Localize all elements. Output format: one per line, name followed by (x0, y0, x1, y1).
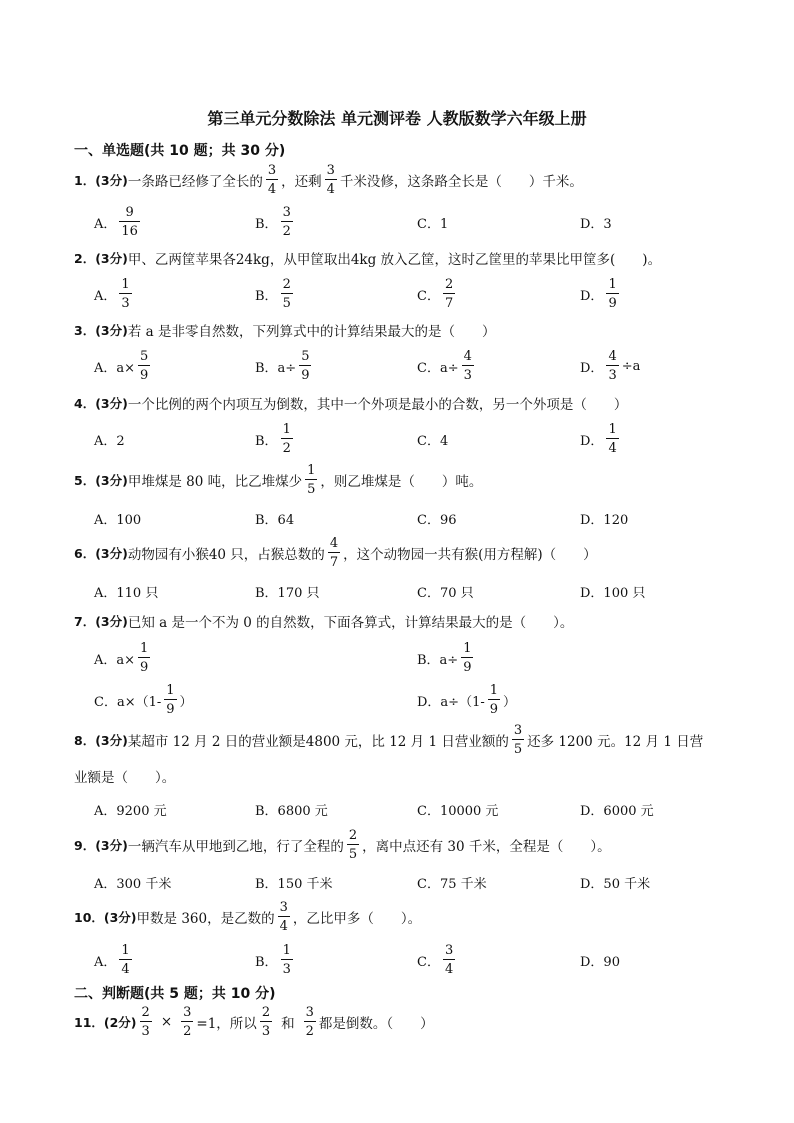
question-text: 动物园有小猴40 只，占猴总数的 (127, 547, 325, 563)
question-text: 甲、乙两筐苹果各24kg，从甲筐取出4kg 放入乙筐，这时乙筐里的苹果比甲筐多( )。 (127, 252, 662, 268)
option-b: B． $\frac{3}{2}$ (255, 205, 291, 239)
option-d: D．3 (580, 216, 612, 232)
fraction: $\frac{2}{7}$ (444, 277, 454, 311)
option-b: B． $\frac{1}{3}$ (255, 943, 291, 977)
option-b: B．a÷ $\frac{5}{9}$ (255, 349, 310, 383)
page-title: 第三单元分数除法 单元测评卷 人教版数学六年级上册 (207, 109, 587, 128)
option-b: B．6800 元 (255, 803, 328, 819)
fraction: $\frac{1}{4}$ (608, 422, 617, 456)
question-text: 甲数是 360，是乙数的 (136, 911, 275, 927)
option-c: C．a×（1- $\frac{1}{9}$ ） (94, 683, 193, 717)
fraction: $\frac{9}{16}$ (121, 205, 138, 239)
fraction: $\frac{3}{2}$ (305, 1005, 314, 1039)
question-9 (74, 825, 611, 865)
option-c: C． $\frac{3}{4}$ (417, 943, 454, 977)
fraction: $\frac{3}{4}$ (326, 163, 335, 197)
question-number: 5．(3分) (74, 473, 128, 488)
fraction: $\frac{1}{9}$ (489, 683, 499, 717)
question-text: 千米没修，这条路全长是（ ）千米。 (339, 174, 583, 190)
option-d: D．50 千米 (580, 876, 651, 892)
question-5 (74, 460, 482, 500)
fraction: $\frac{5}{9}$ (301, 349, 310, 383)
option-b: B．a÷ $\frac{1}{9}$ (417, 641, 472, 675)
question-number: 8．(3分) (74, 733, 128, 748)
question-number: 7．(3分) (74, 614, 128, 629)
option-c: C．10000 元 (417, 803, 499, 819)
question-text: ，这个动物园一共有猴(用方程解)（ ） (343, 547, 597, 563)
question-text: 和 (281, 1016, 295, 1032)
fraction: $\frac{3}{5}$ (513, 723, 523, 757)
fraction: $\frac{3}{2}$ (282, 205, 291, 239)
option-c: C．75 千米 (417, 876, 487, 892)
fraction: $\frac{3}{4}$ (444, 943, 454, 977)
times-sign: × (160, 1014, 173, 1030)
option-b: B． $\frac{1}{2}$ (255, 422, 291, 456)
fraction: $\frac{1}{4}$ (121, 943, 130, 977)
question-4 (74, 383, 627, 423)
option-d: D．90 (580, 954, 620, 970)
question-10 (74, 897, 421, 937)
question-8 (74, 720, 703, 760)
fraction: $\frac{3}{4}$ (279, 900, 288, 934)
option-a: A．100 (94, 512, 142, 528)
section-heading-judgement: 二、判断题(共 5 题；共 10 分) (74, 986, 276, 1002)
option-d: D．100 只 (580, 585, 646, 601)
option-b: B．64 (255, 512, 295, 528)
option-c: C．96 (417, 512, 457, 528)
fraction: $\frac{1}{9}$ (166, 683, 175, 717)
fraction: $\frac{1}{5}$ (307, 463, 316, 497)
option-a: A．a× $\frac{1}{9}$ (94, 641, 149, 675)
option-a: A．a× $\frac{5}{9}$ (94, 349, 149, 383)
fraction: $\frac{4}{3}$ (608, 349, 617, 383)
question-text: =1，所以 (196, 1016, 257, 1032)
question-text: 已知 a 是一个不为 0 的自然数，下面各算式，计算结果最大的是（ ）。 (127, 615, 574, 631)
question-number: 2．(3分) (74, 251, 128, 266)
fraction: $\frac{1}{9}$ (140, 641, 149, 675)
question-number: 4．(3分) (74, 396, 128, 411)
option-a: A．110 只 (94, 585, 159, 601)
option-c: C．a÷ $\frac{4}{3}$ (417, 349, 472, 383)
question-2 (74, 238, 661, 278)
fraction: $\frac{3}{2}$ (183, 1005, 192, 1039)
fraction: $\frac{4}{3}$ (463, 349, 472, 383)
option-d: D．6000 元 (580, 803, 654, 819)
fraction: $\frac{2}{5}$ (348, 828, 358, 862)
option-b: B．170 只 (255, 585, 320, 601)
question-text: ，乙比甲多（ ）。 (292, 911, 422, 927)
question-text: 甲堆煤是 80 吨，比乙堆煤少 (127, 474, 303, 490)
option-a: A．300 千米 (94, 876, 172, 892)
question-number: 9．(3分) (74, 838, 128, 853)
fraction: $\frac{2}{3}$ (261, 1005, 271, 1039)
section-heading-single-choice: 一、单选题(共 10 题；共 30 分) (74, 143, 286, 159)
option-b: B．150 千米 (255, 876, 333, 892)
question-number: 1．(3分) (74, 173, 128, 188)
option-a: A．9200 元 (94, 803, 167, 819)
question-text: 若 a 是非零自然数，下列算式中的计算结果最大的是（ ） (127, 324, 496, 340)
option-c: C．4 (417, 433, 449, 449)
option-c: C． $\frac{2}{7}$ (417, 277, 454, 311)
fraction: $\frac{2}{5}$ (282, 277, 291, 311)
option-a: A． $\frac{9}{16}$ (94, 205, 138, 239)
fraction: $\frac{1}{9}$ (608, 277, 617, 311)
option-a: A． $\frac{1}{3}$ (94, 277, 130, 311)
question-number: 10．(3分) (74, 910, 137, 925)
question-text: 一个比例的两个内项互为倒数，其中一个外项是最小的合数，另一个外项是（ ） (127, 397, 628, 413)
option-d: D． $\frac{1}{9}$ (580, 277, 617, 311)
question-text: 某超市 12 月 2 日的营业额是4800 元，比 12 月 1 日营业额的 (127, 734, 509, 750)
question-text: 一条路已经修了全长的 (127, 174, 263, 190)
question-number: 3．(3分) (74, 323, 128, 338)
question-text: 都是倒数。（ ） (318, 1016, 434, 1032)
question-text: ，离中点还有 30 千米，全程是（ ）。 (362, 839, 611, 855)
question-text: 业额是（ ）。 (74, 770, 176, 786)
fraction: $\frac{1}{9}$ (463, 641, 472, 675)
fraction: $\frac{4}{7}$ (329, 536, 339, 570)
option-c: C．1 (417, 216, 449, 232)
question-6 (74, 533, 597, 573)
fraction: $\frac{2}{3}$ (141, 1005, 150, 1039)
option-a: A． $\frac{1}{4}$ (94, 943, 130, 977)
fraction: $\frac{1}{2}$ (282, 422, 291, 456)
option-a: A．2 (94, 433, 125, 449)
fraction: $\frac{3}{4}$ (267, 163, 277, 197)
option-d: D．120 (580, 512, 629, 528)
option-d: D．a÷（1- $\frac{1}{9}$ ） (417, 683, 517, 717)
fraction: $\frac{1}{3}$ (282, 943, 291, 977)
option-d: D． $\frac{4}{3}$ ÷a (580, 349, 641, 383)
fraction: $\frac{5}{9}$ (140, 349, 149, 383)
question-text: ，则乙堆煤是（ ）吨。 (320, 474, 483, 490)
option-d: D． $\frac{1}{4}$ (580, 422, 617, 456)
fraction: $\frac{1}{3}$ (121, 277, 130, 311)
option-c: C．70 只 (417, 585, 474, 601)
question-text: ，还剩 (281, 174, 322, 190)
question-7 (74, 601, 573, 641)
question-text: 还多 1200 元。12 月 1 日营 (527, 734, 704, 750)
question-11 (74, 1002, 434, 1042)
question-number: 6．(3分) (74, 546, 128, 561)
option-b: B． $\frac{2}{5}$ (255, 277, 291, 311)
question-1 (74, 160, 583, 200)
question-number: 11．(2分) (74, 1015, 137, 1030)
question-text: 一辆汽车从甲地到乙地，行了全程的 (127, 839, 344, 855)
